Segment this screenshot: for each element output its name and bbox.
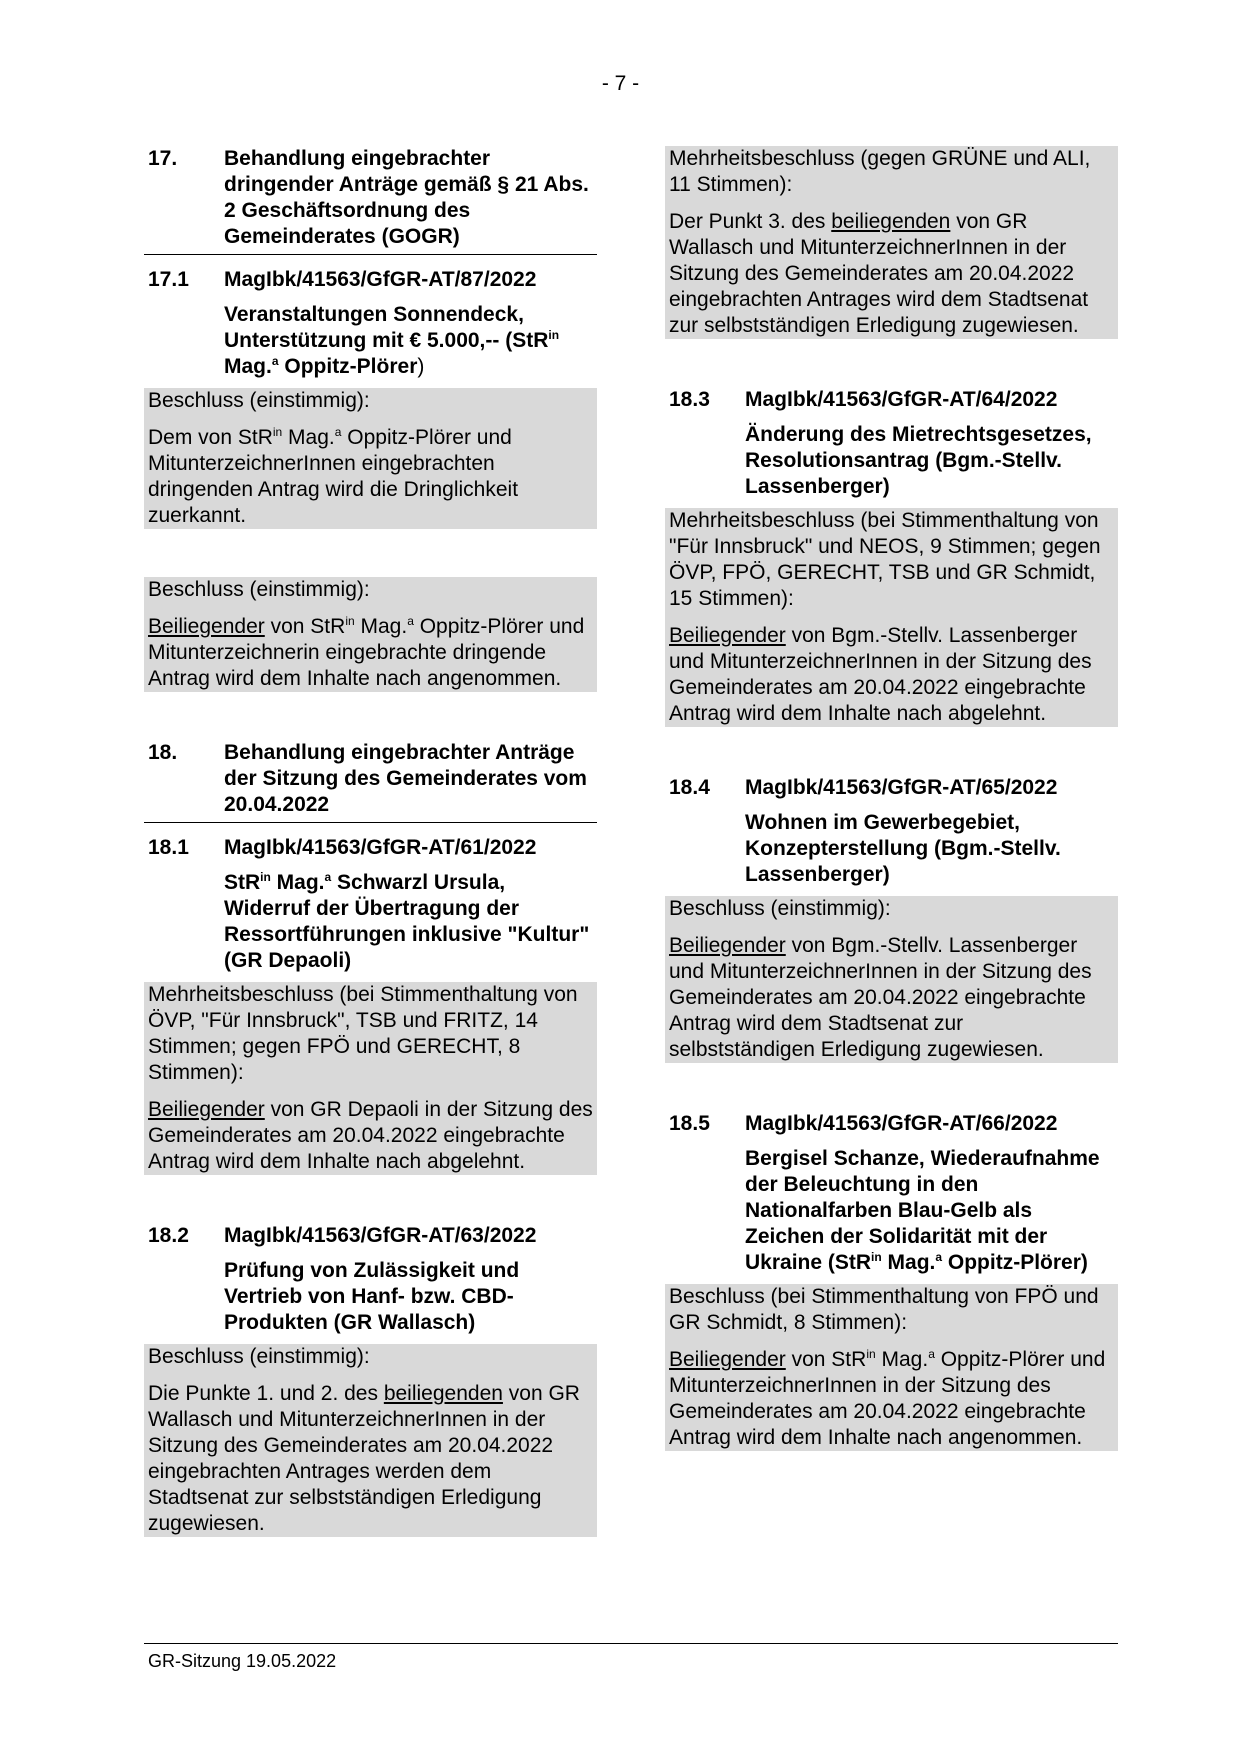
item-18-3-decision bbox=[665, 508, 1118, 727]
section-number: 17. bbox=[148, 147, 178, 170]
decision-header: Beschluss (einstimmig): bbox=[148, 1345, 370, 1368]
item-18-1-decision bbox=[144, 982, 597, 1175]
decision-header: Mehrheitsbeschluss (bei Stimmenthaltung von "Für Innsbruck" und NEOS, 9 Stimmen; gegen ÖVP, FPÖ, GERECHT, TSB und GR Schmidt, 15 Stimmen): bbox=[669, 509, 1101, 610]
section-17-heading bbox=[144, 146, 597, 255]
item-reference: MagIbk/41563/GfGR-AT/87/2022 bbox=[224, 268, 537, 291]
left-column bbox=[144, 146, 597, 1537]
item-18-5-heading bbox=[665, 1111, 1118, 1137]
item-number: 18.2 bbox=[148, 1224, 189, 1247]
decision-header: Beschluss (einstimmig): bbox=[148, 578, 370, 601]
decision-text: Dem von StR$^{in}$ Mag.$^a$ Oppitz-Plörer und MitunterzeichnerInnen eingebrachten dringenden Antrag wird die Dringlichkeit zuerkannt. bbox=[148, 425, 519, 527]
decision-text: Die Punkte 1. und 2. des beiliegenden von GR Wallasch und MitunterzeichnerInnen in der Sitzung des Gemeinderates am 20.04.2022 eingebrachten Antrages werden dem Stadtsenat zur selbstständigen Erledigung zugewiesen. bbox=[148, 1382, 580, 1535]
item-reference: MagIbk/41563/GfGR-AT/66/2022 bbox=[745, 1112, 1058, 1135]
decision-header: Beschluss (einstimmig): bbox=[669, 897, 891, 920]
item-number: 17.1 bbox=[148, 268, 189, 291]
item-18-1-heading bbox=[144, 835, 597, 861]
right-column bbox=[665, 146, 1118, 1451]
item-reference: MagIbk/41563/GfGR-AT/61/2022 bbox=[224, 836, 537, 859]
item-number: 18.5 bbox=[669, 1112, 710, 1135]
page-number: - 7 - bbox=[601, 72, 640, 95]
section-18-heading bbox=[144, 740, 597, 823]
item-18-3-heading bbox=[665, 387, 1118, 413]
item-number: 18.3 bbox=[669, 388, 710, 411]
item-17-1-decision-2 bbox=[144, 577, 597, 692]
item-18-1-subject: StR$^{in}$ Mag.$^a$ Schwarzl Ursula, Widerruf der Übertragung der Ressortführungen inklusive "Kultur" (GR Depaoli) bbox=[224, 870, 590, 972]
decision-header: Beschluss (bei Stimmenthaltung von FPÖ und GR Schmidt, 8 Stimmen): bbox=[669, 1285, 1099, 1334]
footer-divider bbox=[144, 1643, 1118, 1644]
decision-text: Beiliegender von Bgm.-Stellv. Lassenberger und MitunterzeichnerInnen in der Sitzung des Gemeinderates am 20.04.2022 eingebrachte Antrag wird dem Stadtsenat zur selbstständigen Erledigung zugewiesen. bbox=[669, 934, 1092, 1061]
decision-text: Beiliegender von GR Depaoli in der Sitzung des Gemeinderates am 20.04.2022 eingebrachte Antrag wird dem Inhalte nach abgelehnt. bbox=[148, 1098, 593, 1173]
decision-text: Beiliegender von Bgm.-Stellv. Lassenberger und MitunterzeichnerInnen in der Sitzung des Gemeinderates am 20.04.2022 eingebrachte Antrag wird dem Inhalte nach abgelehnt. bbox=[669, 624, 1092, 725]
item-reference: MagIbk/41563/GfGR-AT/64/2022 bbox=[745, 388, 1058, 411]
item-18-4-subject: Wohnen im Gewerbegebiet, Konzepterstellung (Bgm.-Stellv. Lassenberger) bbox=[745, 811, 1061, 886]
section-title: Behandlung eingebrachter dringender Anträge gemäß § 21 Abs. 2 Geschäftsordnung des Gemeinderates (GOGR) bbox=[224, 147, 589, 248]
item-18-4-heading bbox=[665, 775, 1118, 801]
item-18-4-decision bbox=[665, 896, 1118, 1063]
decision-header: Mehrheitsbeschluss (gegen GRÜNE und ALI, 11 Stimmen): bbox=[669, 147, 1091, 196]
item-18-2-heading bbox=[144, 1223, 597, 1249]
item-18-2-subject: Prüfung von Zulässigkeit und Vertrieb von Hanf- bzw. CBD-Produkten (GR Wallasch) bbox=[224, 1259, 520, 1334]
decision-text: Der Punkt 3. des beiliegenden von GR Wallasch und MitunterzeichnerInnen in der Sitzung des Gemeinderates am 20.04.2022 eingebrachten Antrages wird dem Stadtsenat zur selbstständigen Erledigung zugewiesen. bbox=[669, 210, 1089, 337]
item-18-3-subject: Änderung des Mietrechtsgesetzes, Resolutionsantrag (Bgm.-Stellv. Lassenberger) bbox=[745, 423, 1092, 498]
item-number: 18.1 bbox=[148, 836, 189, 859]
item-17-1-decision-1 bbox=[144, 388, 597, 529]
item-18-5-subject: Bergisel Schanze, Wiederaufnahme der Beleuchtung in den Nationalfarben Blau-Gelb als Zeichen der Solidarität mit der Ukraine (StR$^{in}$ Mag.$^a$ Oppitz-Plörer) bbox=[745, 1147, 1100, 1274]
section-number: 18. bbox=[148, 741, 178, 764]
item-number: 18.4 bbox=[669, 776, 710, 799]
item-18-2-decision-2 bbox=[665, 146, 1118, 339]
item-reference: MagIbk/41563/GfGR-AT/65/2022 bbox=[745, 776, 1058, 799]
decision-header: Mehrheitsbeschluss (bei Stimmenthaltung von ÖVP, "Für Innsbruck", TSB und FRITZ, 14 Stimmen; gegen FPÖ und GERECHT, 8 Stimmen): bbox=[148, 983, 578, 1084]
decision-header: Beschluss (einstimmig): bbox=[148, 389, 370, 412]
item-17-1-heading bbox=[144, 267, 597, 293]
decision-text: Beiliegender von StR$^{in}$ Mag.$^a$ Oppitz-Plörer und MitunterzeichnerInnen in der Sitzung des Gemeinderates am 20.04.2022 eingebrachte Antrag wird dem Inhalte nach angenommen. bbox=[669, 1347, 1106, 1449]
section-title: Behandlung eingebrachter Anträge der Sitzung des Gemeinderates vom 20.04.2022 bbox=[224, 741, 587, 816]
item-reference: MagIbk/41563/GfGR-AT/63/2022 bbox=[224, 1224, 537, 1247]
item-18-2-decision-1 bbox=[144, 1344, 597, 1537]
item-17-1-subject: Veranstaltungen Sonnendeck, Unterstützung mit € 5.000,-- (StR$^{in}$ Mag.$^a$ Oppitz-Plörer) bbox=[224, 303, 560, 378]
footer-text: GR-Sitzung 19.05.2022 bbox=[148, 1651, 337, 1671]
decision-text: Beiliegender von StR$^{in}$ Mag.$^a$ Oppitz-Plörer und Mitunterzeichnerin eingebrachte dringende Antrag wird dem Inhalte nach angenommen. bbox=[148, 614, 585, 690]
item-18-5-decision bbox=[665, 1284, 1118, 1451]
